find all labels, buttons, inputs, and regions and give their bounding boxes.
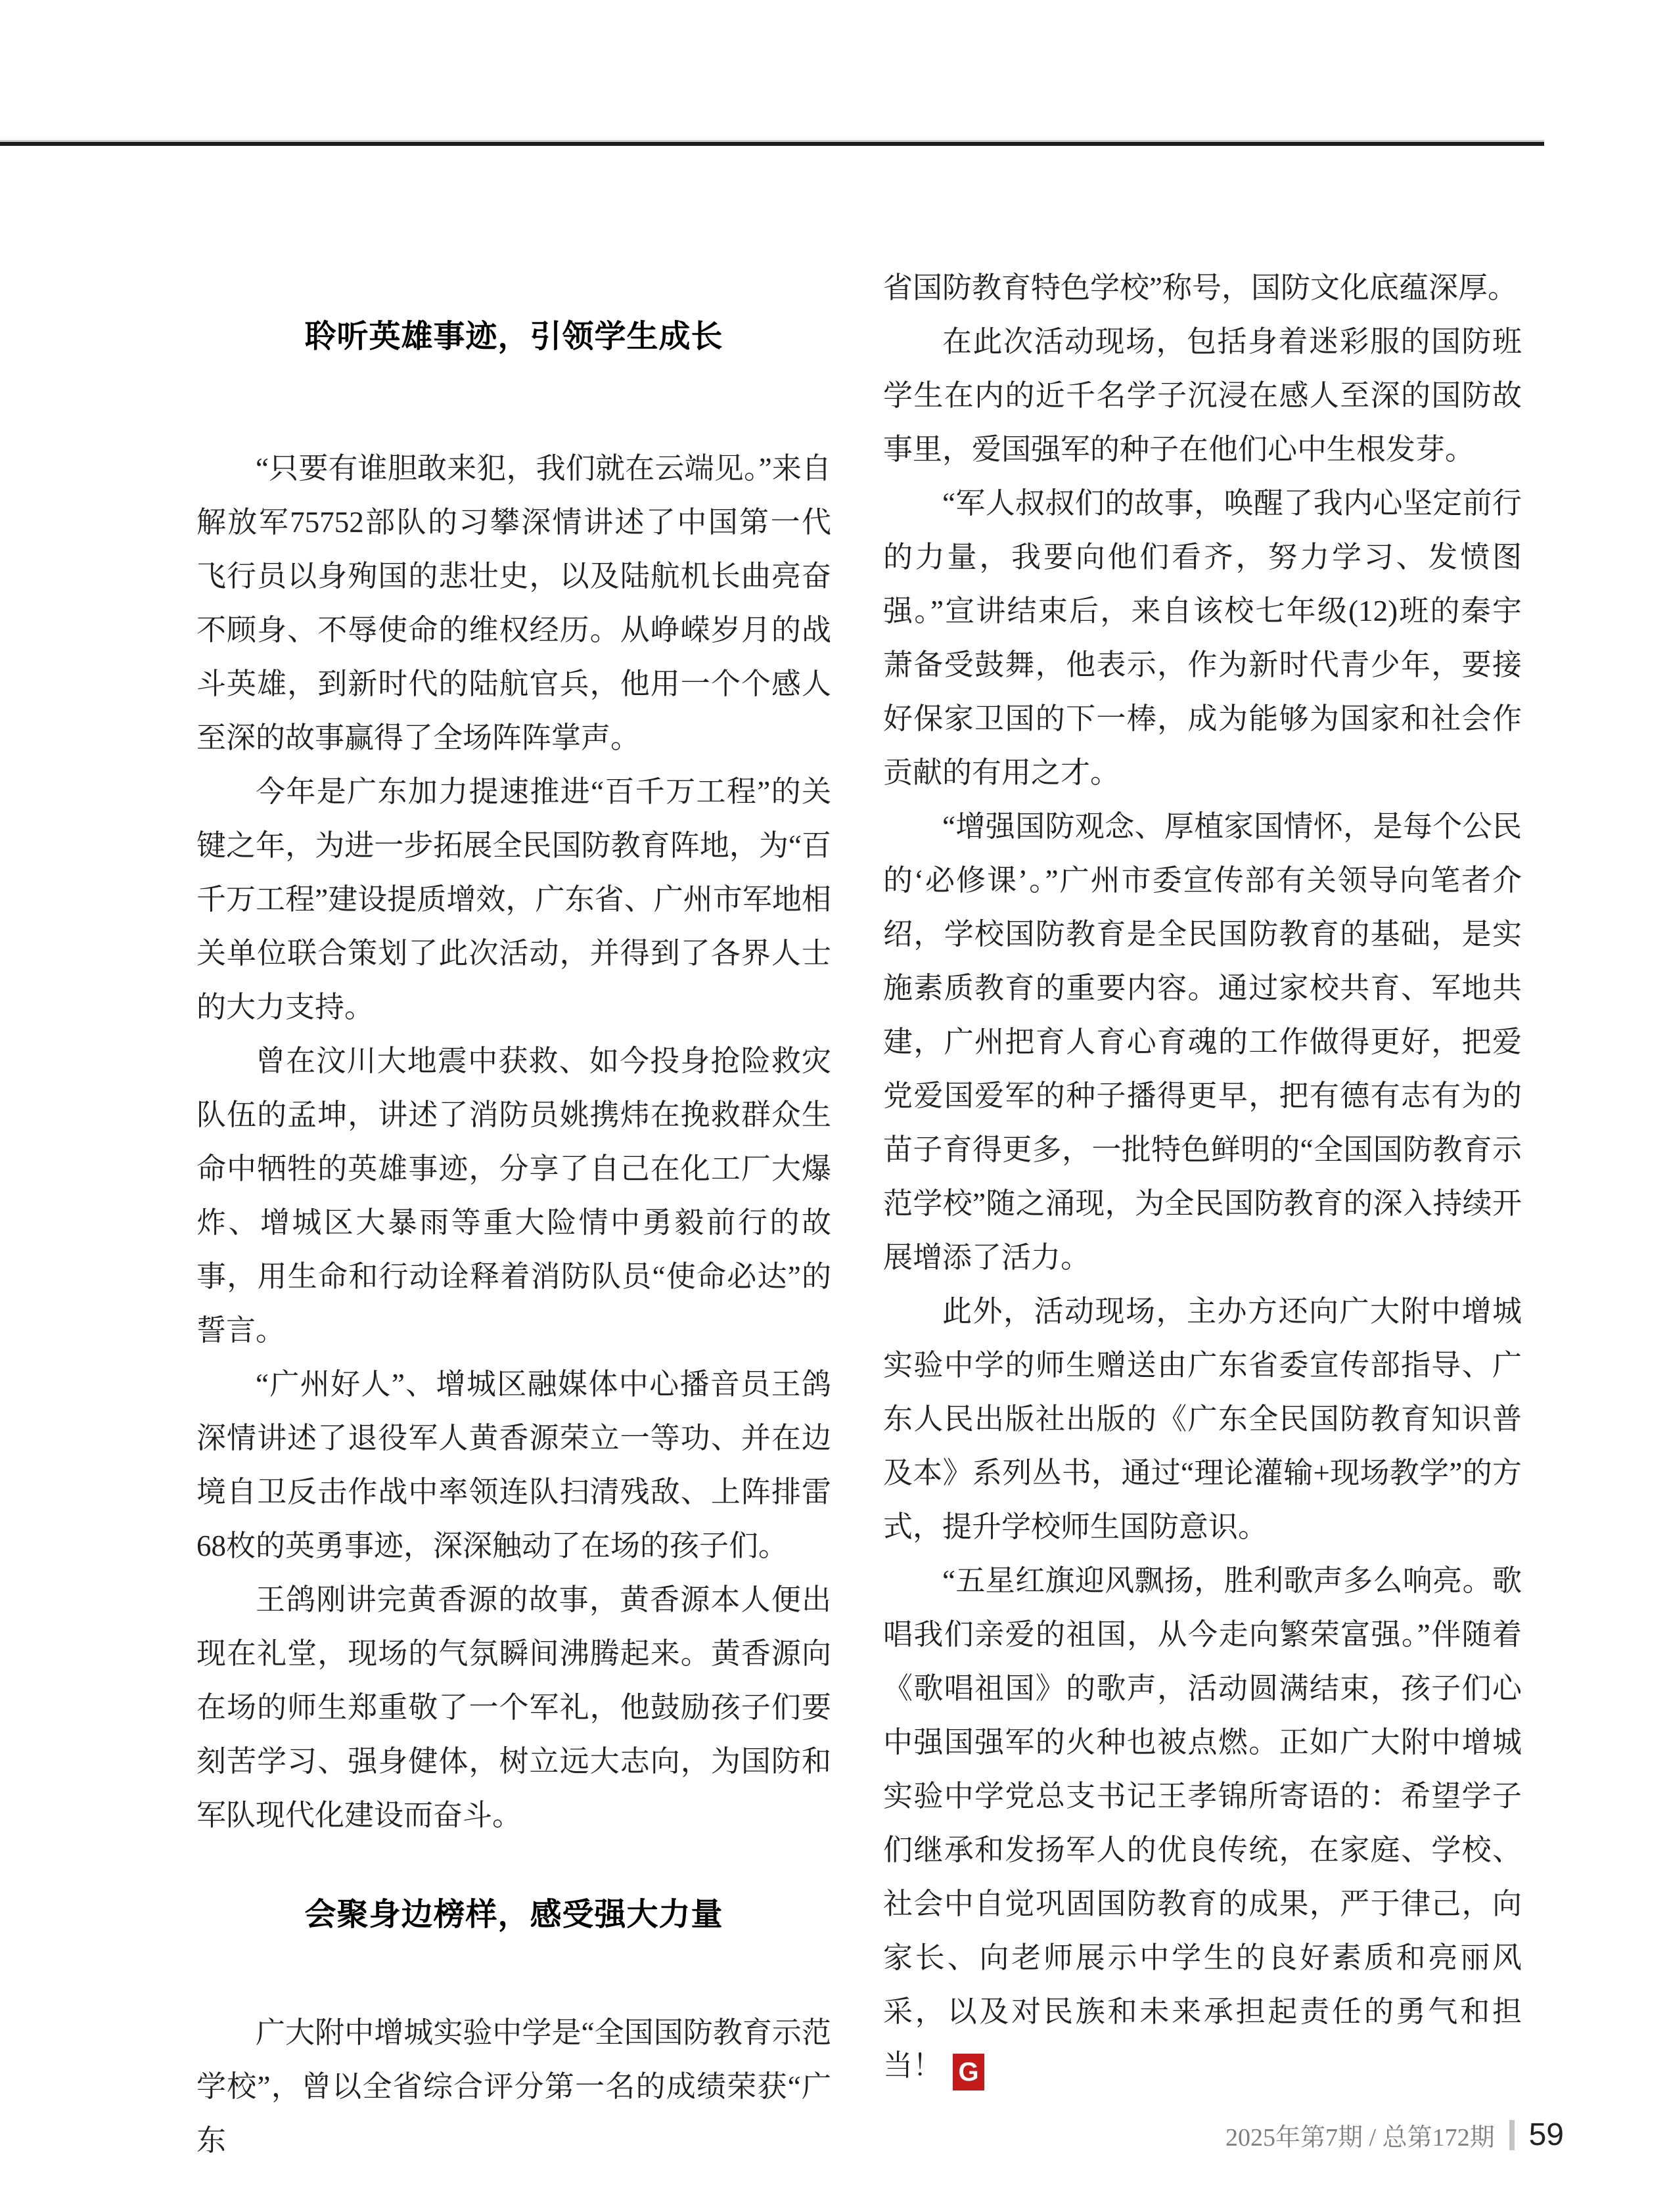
paragraph: “增强国防观念、厚植家国情怀，是每个公民的‘必修课’。”广州市委宣传部有关领导向笔者介绍，学校国防教育是全民国防教育的基础，是实施素质教育的重要内容。通过家校共育、军地共建，广州把育人育心育魂的工作做得更好，把爱党爱国爱军的种子播得更早，把有德有志有为的苗子育得更多，一批特色鲜明的“全国国防教育示范学校”随之涌现，为全民国防教育的深入持续开展增添了活力。	[883, 810, 1522, 1274]
paragraph: 此外，活动现场，主办方还向广大附中增城实验中学的师生赠送由广东省委宣传部指导、广东人民出版社出版的《广东全民国防教育知识普及本》系列丛书，通过“理论灌输+现场教学”的方式，提升学校师生国防意识。	[883, 1295, 1522, 1543]
left-column	[196, 318, 831, 2167]
end-mark-badge: G	[953, 2054, 984, 2090]
paragraph: 广大附中增城实验中学是“全国国防教育示范学校”，曾以全省综合评分第一名的成绩荣获“广东	[196, 2016, 831, 2157]
top-rule	[0, 142, 1544, 146]
issue-info: 2025年第7期 / 总第172期	[1225, 2124, 1495, 2152]
page-number: 59	[1528, 2117, 1564, 2152]
paragraph-continuation: 省国防教育特色学校”称号，国防文化底蕴深厚。	[883, 271, 1517, 304]
paragraph: “只要有谁胆敢来犯，我们就在云端见。”来自解放军75752部队的习攀深情讲述了中国第一代飞行员以身殉国的悲壮史，以及陆航机长曲亮奋不顾身、不辱使命的维权经历。从峥嵘岁月的战斗英雄，到新时代的陆航官兵，他用一个个感人至深的故事赢得了全场阵阵掌声。	[196, 452, 831, 754]
paragraph: “军人叔叔们的故事，唤醒了我内心坚定前行的力量，我要向他们看齐，努力学习、发愤图强。”宣讲结束后，来自该校七年级(12)班的秦宇萧备受鼓舞，他表示，作为新时代青少年，要接好保家卫国的下一棒，成为能够为国家和社会作贡献的有用之才。	[883, 487, 1522, 789]
paragraph-text: “五星红旗迎风飘扬，胜利歌声多么响亮。歌唱我们亲爱的祖国，从今走向繁荣富强。”伴随着《歌唱祖国》的歌声，活动圆满结束，孩子们心中强国强军的火种也被点燃。正如广大附中增城实验中学党总支书记王孝锦所寄语的：希望学子们继承和发扬军人的优良传统，在家庭、学校、社会中自觉巩固国防教育的成果，严于律己，向家长、向老师展示中学生的良好素质和亮丽风采，以及对民族和未来承担起责任的勇气和担当！	[883, 1564, 1522, 2082]
paragraph: 在此次活动现场，包括身着迷彩服的国防班学生在内的近千名学子沉浸在感人至深的国防故事里，爱国强军的种子在他们心中生根发芽。	[883, 325, 1522, 466]
section-heading-1: 聆听英雄事迹，引领学生成长	[304, 319, 723, 354]
paragraph: 今年是广东加力提速推进“百千万工程”的关键之年，为进一步拓展全民国防教育阵地，为“百千万工程”建设提质增效，广东省、广州市军地相关单位联合策划了此次活动，并得到了各界人士的大力支持。	[196, 775, 831, 1024]
right-column	[883, 261, 1522, 2092]
paragraph: 王鸽刚讲完黄香源的故事，黄香源本人便出现在礼堂，现场的气氛瞬间沸腾起来。黄香源向在场的师生郑重敬了一个军礼，他鼓励孩子们要刻苦学习、强身健体，树立远大志向，为国防和军队现代化建设而奋斗。	[196, 1583, 831, 1832]
paragraph-last	[883, 1554, 1522, 2092]
page-footer	[1225, 2117, 1564, 2153]
paragraph: “广州好人”、增城区融媒体中心播音员王鸽深情讲述了退役军人黄香源荣立一等功、并在边境自卫反击作战中率领连队扫清残敌、上阵排雷68枚的英勇事迹，深深触动了在场的孩子们。	[196, 1368, 831, 1562]
paragraph: 曾在汶川大地震中获救、如今投身抢险救灾队伍的孟坤，讲述了消防员姚携炜在挽救群众生命中牺牲的英雄事迹，分享了自己在化工厂大爆炸、增城区大暴雨等重大险情中勇毅前行的故事，用生命和行动诠释着消防队员“使命必达”的誓言。	[196, 1045, 831, 1347]
footer-divider	[1509, 2120, 1515, 2150]
section-heading-2: 会聚身边榜样，感受强大力量	[304, 1897, 723, 1932]
